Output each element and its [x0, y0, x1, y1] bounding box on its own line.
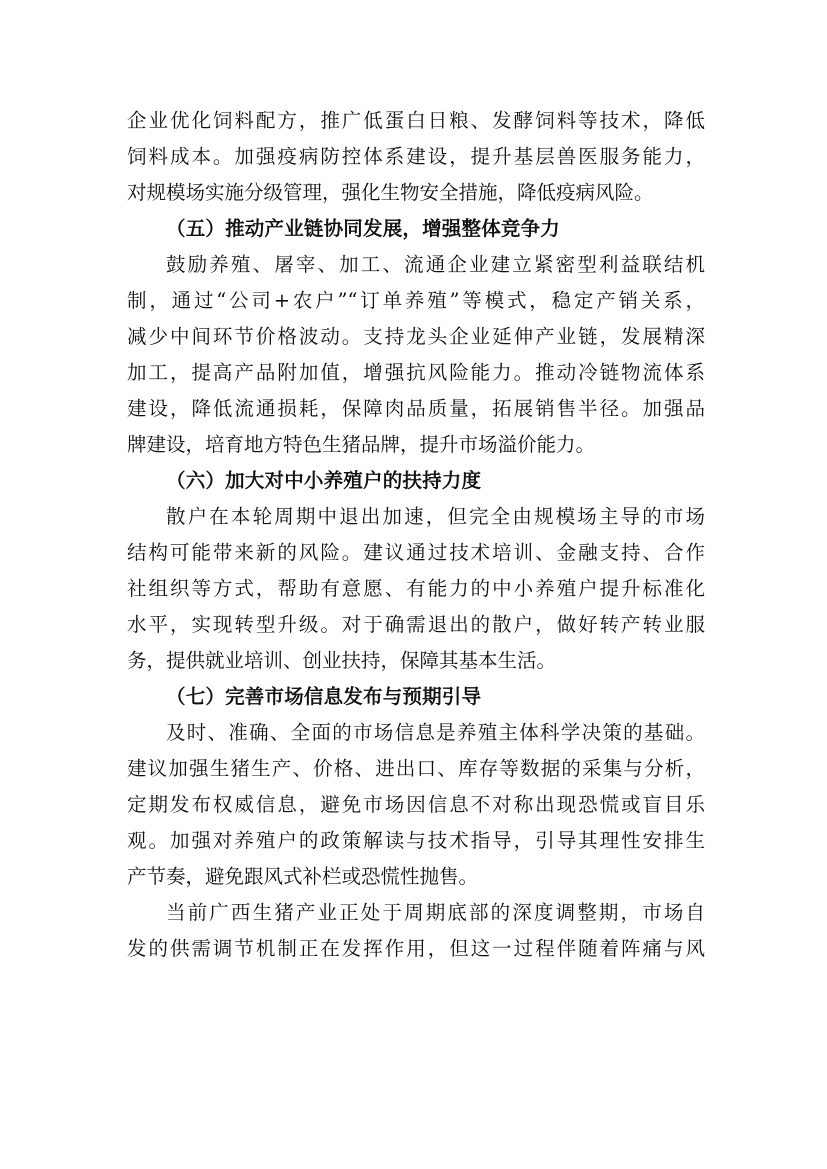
text-line: 观。加强对养殖户的政策解读与技术指导，引导其理性安排生: [127, 829, 705, 852]
text-line: 减少中间环节价格波动。支持龙头企业延伸产业链，发展精深: [127, 325, 705, 348]
document-body: [127, 103, 705, 967]
text-line: 社组织等方式，帮助有意愿、有能力的中小养殖户提升标准化: [127, 577, 705, 600]
text-line: 建议加强生猪生产、价格、进出口、库存等数据的采集与分析，: [127, 757, 705, 780]
paragraph-feed-cost: [127, 103, 705, 211]
text-line: 牌建设，培育地方特色生猪品牌，提升市场溢价能力。: [127, 433, 596, 456]
text-line: 散户在本轮周期中退出加速，但完全由规模场主导的市场: [166, 505, 705, 528]
text-line: 及时、准确、全面的市场信息是养殖主体科学决策的基础。: [166, 721, 705, 744]
paragraph-small-farmers: [127, 499, 705, 679]
text-line: 水平，实现转型升级。对于确需退出的散户，做好转产转业服: [127, 613, 705, 636]
text-line: 企业优化饲料配方，推广低蛋白日粮、发酵饲料等技术，降低: [127, 109, 705, 132]
text-line: 对规模场实施分级管理，强化生物安全措施，降低疫病风险。: [127, 181, 654, 204]
section-heading-5: （五）推动产业链协同发展，增强整体竞争力: [166, 217, 561, 240]
text-line: 鼓励养殖、屠宰、加工、流通企业建立紧密型利益联结机: [166, 253, 705, 276]
text-line: 务，提供就业培训、创业扶持，保障其基本生活。: [127, 649, 557, 672]
text-line: 加工，提高产品附加值，增强抗风险能力。推动冷链物流体系: [127, 361, 705, 384]
text-line: 发的供需调节机制正在发挥作用，但这一过程伴随着阵痛与风: [127, 937, 705, 960]
paragraph-market-info: [127, 715, 705, 895]
text-line: 产节奏，避免跟风式补栏或恐慌性抛售。: [127, 865, 479, 888]
text-line: 饲料成本。加强疫病防控体系建设，提升基层兽医服务能力，: [127, 145, 705, 168]
section-heading-6: （六）加大对中小养殖户的扶持力度: [166, 469, 482, 492]
paragraph-industry-chain: [127, 247, 705, 463]
text-line: 定期发布权威信息，避免市场因信息不对称出现恐慌或盲目乐: [127, 793, 705, 816]
text-line: 结构可能带来新的风险。建议通过技术培训、金融支持、合作: [127, 541, 705, 564]
paragraph-conclusion: [127, 895, 705, 967]
text-line: 制，通过“公司+农户”“订单养殖”等模式，稳定产销关系，: [127, 289, 705, 312]
text-line: 建设，降低流通损耗，保障肉品质量，拓展销售半径。加强品: [127, 397, 705, 420]
text-line: 当前广西生猪产业正处于周期底部的深度调整期，市场自: [166, 901, 705, 924]
section-heading-7: （七）完善市场信息发布与预期引导: [166, 685, 482, 708]
